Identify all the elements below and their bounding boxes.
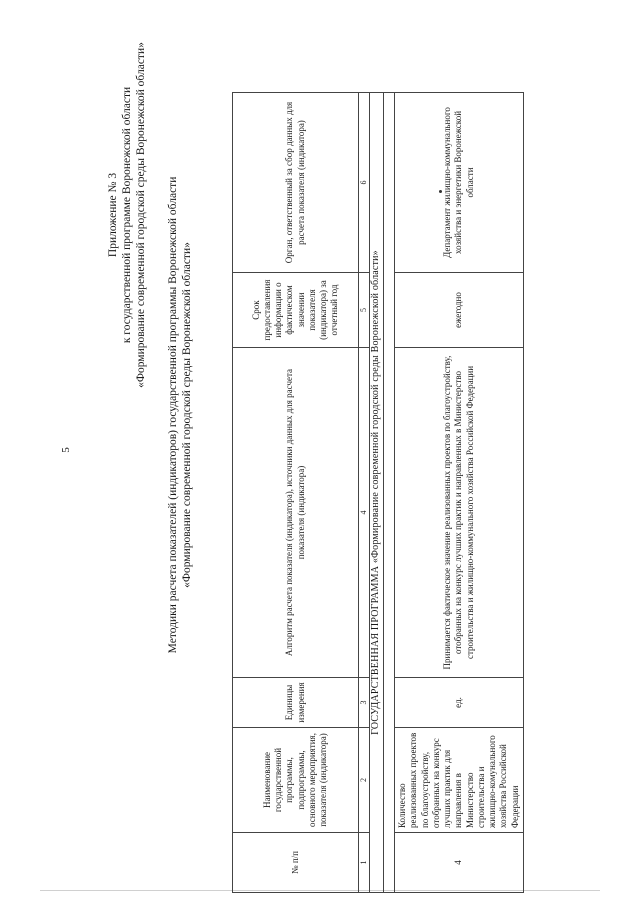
empty-cell [384, 93, 395, 893]
subprogram-empty-row [384, 93, 395, 893]
methods-table [232, 92, 524, 893]
column-number: 2 [359, 728, 370, 833]
column-number-row [359, 93, 370, 893]
header-deadline: Срок предоставления информации о фактическом значении показателя (индикатора) за отчетный год [233, 273, 359, 348]
program-title: ГОСУДАРСТВЕННАЯ ПРОГРАММА «Формирование современной городской среды Воронежской области» [370, 93, 384, 893]
header-responsible: Орган, ответственный за сбор данных для расчета показателя (индикатора) [233, 93, 359, 273]
header-row-number: № п/п [233, 833, 359, 893]
table-row [395, 93, 524, 893]
column-number: 6 [359, 93, 370, 273]
page-number: 5 [60, 447, 72, 453]
indicator-responsible: Департамент жилищно-коммунального хозяйства и энергетики Воронежской области [395, 93, 524, 273]
indicator-name: Количество реализованных проектов по благоустройству, отобранных на конкурс лучших практик для направления в Министерство строительства и жилищно-комунального хозяйства Российской Федерации [395, 728, 524, 833]
table-header-row [233, 93, 359, 893]
header-unit: Единицы измерения [233, 678, 359, 728]
appendix-program-name: «Формирование современной городской среды Воронежской области» [135, 42, 147, 388]
column-number: 3 [359, 678, 370, 728]
appendix-label: Приложение № 3 [107, 172, 119, 258]
header-algorithm: Алгоритм расчета показателя (индикатора), источники данных для расчета показателя (индикатора) [233, 348, 359, 678]
row-number: 4 [395, 833, 524, 893]
indicator-unit: ед. [395, 678, 524, 728]
appendix-reference: к государственной программе Воронежской области [121, 86, 133, 344]
indicator-algorithm: Принимается фактическое значение реализованных проектов по благоустройству, отобранных на конкурс лучших практик и направленных в Министерство строительства и жилищно-коммунального хозяйства Российской Федерации [395, 348, 524, 678]
column-number: 4 [359, 348, 370, 678]
column-number: 5 [359, 273, 370, 348]
document-title: Методики расчета показателей (индикаторов) государственной программы Воронежской области [167, 176, 179, 654]
header-indicator-name: Наименование государственной программы, подпрограммы, основного мероприятия, показателя (индикатора) [233, 728, 359, 833]
column-number: 1 [359, 833, 370, 893]
program-title-row [370, 93, 384, 893]
document-subtitle: «Формирование современной городской среды Воронежской области» [181, 242, 193, 588]
indicator-deadline: ежегодно [395, 273, 524, 348]
